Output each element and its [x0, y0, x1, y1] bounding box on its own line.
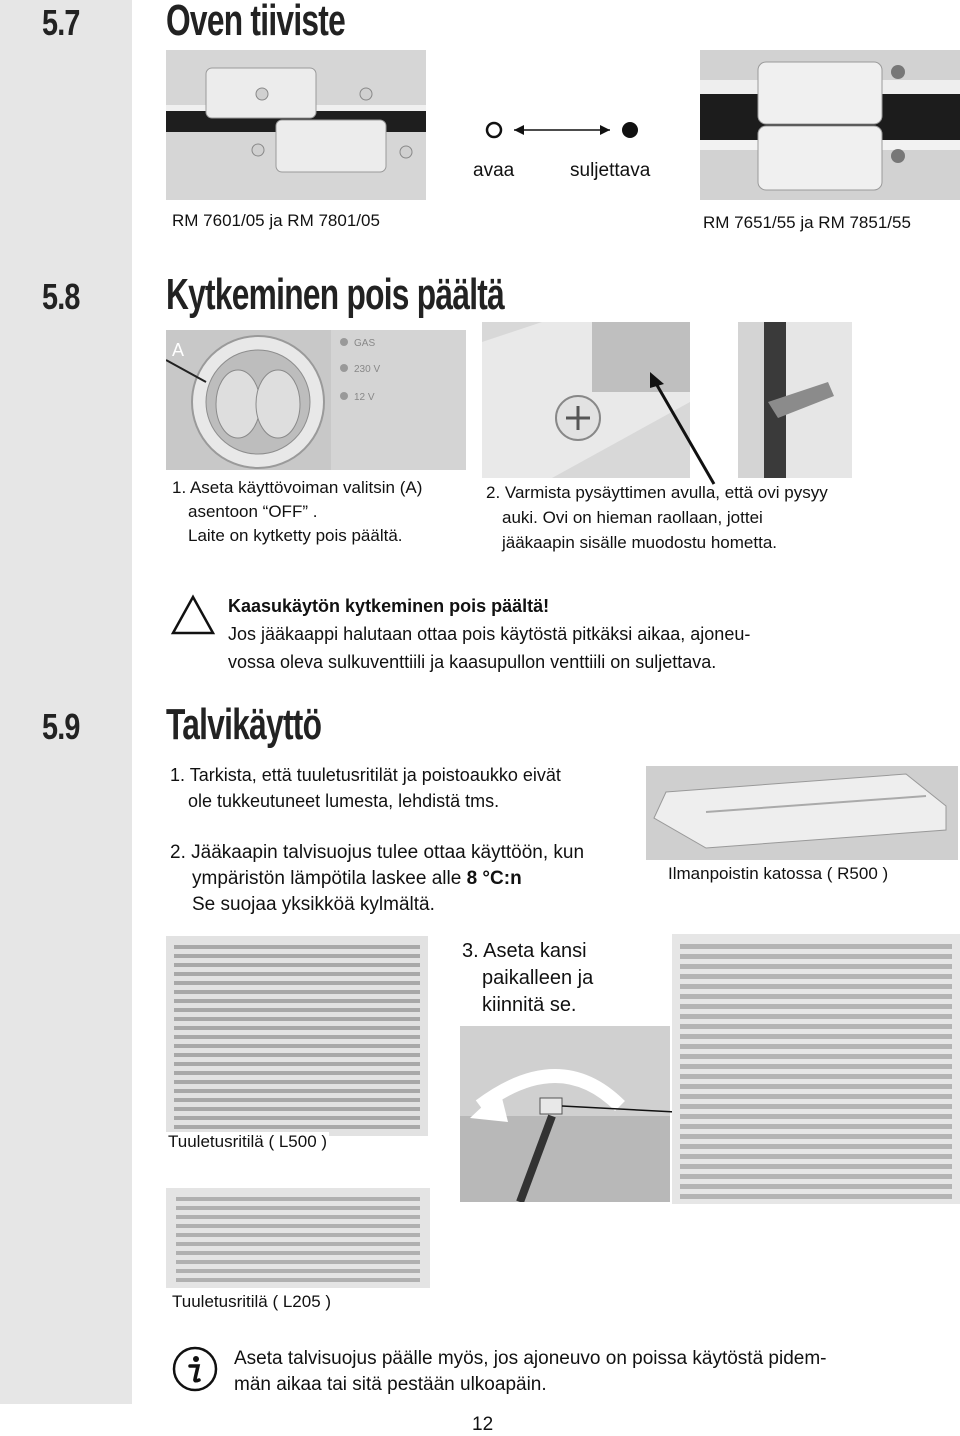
- grille-slat: [174, 1089, 420, 1093]
- grille-slat: [680, 1034, 952, 1039]
- section-number-5-9: 5.9: [42, 706, 80, 747]
- fitting-pointer-line: [560, 1090, 680, 1130]
- grille-slat: [174, 1125, 420, 1129]
- step1-line2: asentoon “OFF” .: [188, 502, 318, 521]
- grille-slat: [176, 1251, 420, 1255]
- grille-installed-photo: [672, 934, 960, 1204]
- grille-slat: [680, 1044, 952, 1049]
- grille-slat: [174, 990, 420, 994]
- info-note: [234, 1346, 827, 1398]
- knob-label-a: A: [172, 340, 185, 360]
- winter-step1-line1: 1. Tarkista, että tuuletusritilät ja poistoaukko eivät: [170, 765, 561, 785]
- grille-slat: [174, 1062, 420, 1066]
- grille-slat: [680, 964, 952, 969]
- winter-step2-line1: 2. Jääkaapin talvisuojus tulee ottaa käyttöön, kun: [170, 842, 585, 863]
- grille-slat: [174, 1017, 420, 1021]
- door-seal-photo-left: [166, 50, 426, 200]
- step1-switch-off: [172, 476, 422, 548]
- info-icon: [172, 1346, 218, 1392]
- grille-slat: [680, 1104, 952, 1109]
- grille-l500-slats: [166, 936, 428, 1136]
- caption-seal-left: RM 7601/05 ja RM 7801/05: [172, 211, 380, 230]
- grille-slat: [176, 1278, 420, 1282]
- warning-block: [228, 592, 750, 676]
- winter-step2: [170, 840, 584, 918]
- grille-slat: [174, 999, 420, 1003]
- grille-slat: [174, 1107, 420, 1111]
- winter-step1-line2: ole tukkeutuneet lumesta, lehdistä tms.: [188, 791, 500, 811]
- grille-slat: [680, 1184, 952, 1189]
- caption-l205: Tuuletusritilä ( L205 ): [172, 1292, 332, 1311]
- grille-l205-slats: [166, 1188, 430, 1288]
- winter-step3-line2: paikalleen ja: [482, 967, 594, 989]
- grille-slat: [680, 1114, 952, 1119]
- grille-slat: [176, 1242, 420, 1246]
- caption-l500: Tuuletusritilä ( L500 ): [168, 1132, 328, 1151]
- grille-slat: [680, 974, 952, 979]
- grille-slat: [680, 984, 952, 989]
- selector-knob-photo: [166, 330, 466, 470]
- grille-slat: [680, 1174, 952, 1179]
- grille-slat: [176, 1233, 420, 1237]
- grille-slat: [680, 1004, 952, 1009]
- grille-slat: [174, 1053, 420, 1057]
- grille-slat: [680, 1144, 952, 1149]
- label-open: avaa: [473, 160, 515, 181]
- section-number-5-7: 5.7: [42, 2, 80, 43]
- section-title-5-7: Oven tiiviste: [166, 0, 346, 45]
- warning-text-line2: vossa oleva sulkuventtiili ja kaasupullon venttiili on suljettava.: [228, 652, 717, 672]
- warning-text-line1: Jos jääkaappi halutaan ottaa pois käytöstä pitkäksi aikaa, ajoneu-: [228, 624, 751, 644]
- section-title-5-8: Kytkeminen pois päältä: [166, 270, 505, 319]
- winter-step2-line2: ympäristön lämpötila laskee alle: [192, 868, 462, 889]
- knob-panel-12v: 12 V: [354, 392, 375, 403]
- step2-line1: 2. Varmista pysäyttimen avulla, että ovi pysyy: [486, 483, 828, 502]
- grille-slat: [174, 954, 420, 958]
- pointer-arrow: [640, 370, 730, 490]
- warning-triangle-icon: [170, 594, 216, 636]
- grille-slat: [680, 994, 952, 999]
- grille-slat: [680, 1124, 952, 1129]
- grille-slat: [174, 963, 420, 967]
- grille-slat: [174, 1008, 420, 1012]
- step1-line1: 1. Aseta käyttövoiman valitsin (A): [172, 478, 423, 497]
- grille-slat: [680, 1194, 952, 1199]
- grille-slat: [176, 1215, 420, 1219]
- grille-slat: [680, 1024, 952, 1029]
- step1-line3: Laite on kytketty pois päältä.: [188, 526, 403, 545]
- section-title-5-9: Talvikäyttö: [166, 700, 322, 749]
- grille-slat: [174, 1098, 420, 1102]
- warning-heading: Kaasukäytön kytkeminen pois päältä!: [228, 596, 550, 616]
- step2-door-stop: [486, 480, 828, 555]
- grille-l500-photo: [166, 936, 428, 1136]
- grille-slat: [174, 1080, 420, 1084]
- step2-line2: auki. Ovi on hieman raollaan, jottei: [502, 508, 763, 527]
- grille-slat: [680, 1064, 952, 1069]
- grille-l205-photo: [166, 1188, 430, 1288]
- grille-slat: [174, 1071, 420, 1075]
- grille-slat: [680, 1094, 952, 1099]
- grille-slat: [174, 972, 420, 976]
- winter-step3-line1: 3. Aseta kansi: [462, 940, 587, 962]
- door-stop-photo-right: [738, 322, 852, 478]
- grille-slat: [174, 945, 420, 949]
- section-number-5-8: 5.8: [42, 276, 80, 317]
- grille-installed-slats: [672, 934, 960, 1204]
- grille-slat: [176, 1197, 420, 1201]
- page-number: 12: [472, 1414, 494, 1435]
- grille-slat: [680, 944, 952, 949]
- left-margin-bar: [0, 0, 132, 1404]
- winter-step2-line3: Se suojaa yksikköä kylmältä.: [192, 894, 435, 915]
- caption-seal-right: RM 7651/55 ja RM 7851/55: [703, 213, 911, 232]
- info-note-line2: män aikaa tai sitä pestään ulkoapäin.: [234, 1374, 547, 1395]
- grille-slat: [174, 1116, 420, 1120]
- winter-step1: [170, 762, 561, 814]
- grille-slat: [176, 1224, 420, 1228]
- grille-slat: [680, 1014, 952, 1019]
- grille-slat: [680, 1164, 952, 1169]
- grille-slat: [680, 1074, 952, 1079]
- caption-roof-vent: Ilmanpoistin katossa ( R500 ): [668, 864, 889, 883]
- grille-slat: [174, 1044, 420, 1048]
- grille-slat: [174, 1035, 420, 1039]
- info-note-line1: Aseta talvisuojus päälle myös, jos ajoneuvo on poissa käytöstä pidem-: [234, 1348, 827, 1369]
- grille-slat: [680, 954, 952, 959]
- grille-slat: [680, 1054, 952, 1059]
- knob-panel-230v: 230 V: [354, 364, 381, 375]
- label-closed: suljettava: [570, 160, 651, 181]
- winter-step3-line3: kiinnitä se.: [482, 994, 577, 1016]
- door-seal-photo-right: [700, 50, 960, 200]
- winter-step2-temp: 8 °C:n: [466, 868, 522, 889]
- grille-slat: [680, 1154, 952, 1159]
- grille-slat: [176, 1206, 420, 1210]
- grille-slat: [176, 1269, 420, 1273]
- open-close-arrow-diagram: [484, 118, 644, 142]
- grille-slat: [680, 1084, 952, 1089]
- grille-slat: [680, 1134, 952, 1139]
- roof-vent-photo: [646, 766, 958, 860]
- grille-slat: [174, 981, 420, 985]
- grille-slat: [174, 1026, 420, 1030]
- step2-line3: jääkaapin sisälle muodostu hometta.: [502, 533, 777, 552]
- grille-slat: [176, 1260, 420, 1264]
- knob-panel-gas: GAS: [354, 338, 376, 349]
- winter-step3: [462, 938, 593, 1019]
